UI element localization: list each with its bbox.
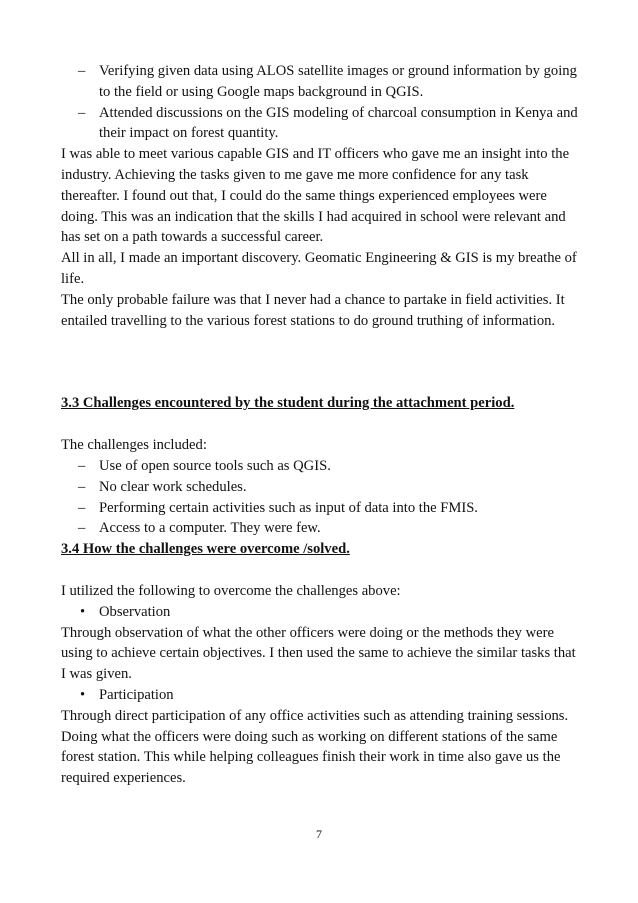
spacer [61,331,581,393]
list-item [61,477,581,498]
spacer [61,414,581,435]
list-item [61,61,581,103]
spacer [61,560,581,581]
paragraph-discovery: All in all, I made an important discovery. Geomatic Engineering & GIS is my breathe of life. [61,250,577,287]
paragraph-observation: Through observation of what the other officers were doing or the methods they were using to achieve certain objectives. I then used the same to achieve the similar tasks that I was given. [61,624,576,683]
list-item-text: Access to a computer. They were few. [99,520,321,537]
list-item [61,456,581,477]
list-item [61,518,581,539]
challenges-intro: The challenges included: [61,437,207,454]
list-item [61,602,581,623]
bullet-marker: • [80,686,86,703]
dash-marker: – [78,520,86,537]
list-item-text: Attended discussions on the GIS modeling of charcoal consumption in Kenya and their impact on forest quantity. [99,104,578,142]
list-item-text: Performing certain activities such as input of data into the FMIS. [99,499,478,516]
list-item [61,685,581,706]
solutions-intro: I utilized the following to overcome the challenges above: [61,582,401,599]
dash-marker: – [78,104,86,121]
paragraph-participation: Through direct participation of any office activities such as attending training sessions. Doing what the officers were doing such as working on different stations of the same forest station. This while helping colleagues finish their work in time also gave us the required experiences. [61,707,569,787]
list-item-text: No clear work schedules. [99,478,247,495]
list-item-text: Use of open source tools such as QGIS. [99,457,331,474]
paragraph-insight: I was able to meet various capable GIS and IT officers who gave me an insight into the industry. Achieving the tasks given to me gave me more confidence for any task thereafter. I found out that, I could do the same things experienced employees were doing. This was an indication that the skills I had acquired in school were relevant and has set on a path towards a successful career. [61,146,570,246]
section-heading-solutions: 3.4 How the challenges were overcome /solved. [61,541,350,558]
dash-marker: – [78,457,86,474]
section-heading-challenges: 3.3 Challenges encountered by the student during the attachment period. [61,395,515,412]
dash-marker: – [78,478,86,495]
page-content [61,61,581,789]
paragraph-failure: The only probable failure was that I never had a chance to partake in field activities. It entailed travelling to the various forest stations to do ground truthing of information. [61,291,565,329]
dash-marker: – [78,499,86,516]
list-item-text: Observation [99,603,171,620]
page-number: 7 [316,827,322,841]
list-item-text: Verifying given data using ALOS satellite images or ground information by going to the field or using Google maps background in QGIS. [99,63,577,100]
bullet-marker: • [80,603,86,620]
list-item [61,498,581,519]
list-item [61,103,581,145]
dash-marker: – [78,63,86,79]
list-item-text: Participation [99,686,174,703]
